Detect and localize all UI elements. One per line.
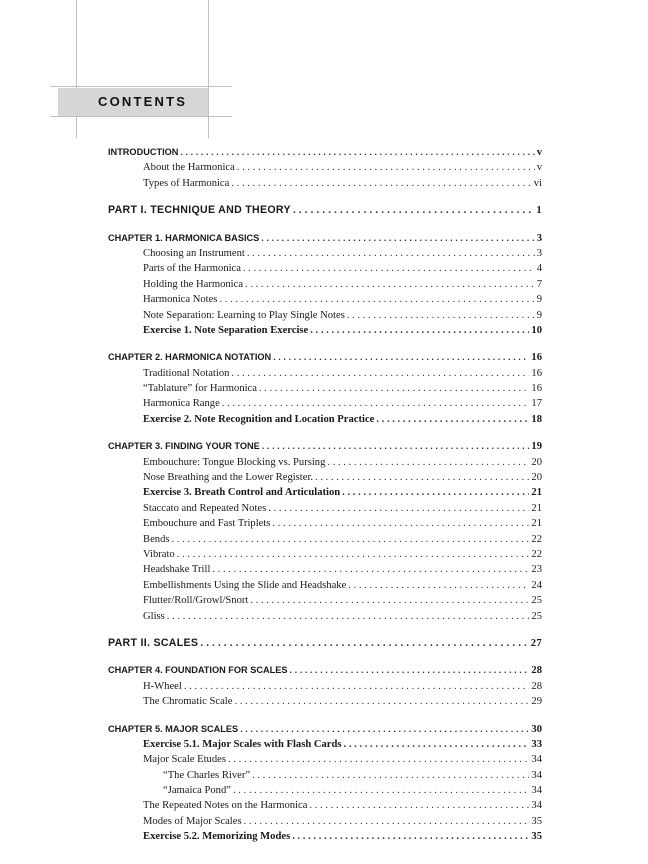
toc-entry[interactable] — [108, 381, 542, 396]
dot-leader — [244, 814, 530, 829]
toc-entry-label: Gliss — [143, 610, 165, 622]
toc-page-number: 25 — [531, 595, 542, 607]
crop-mark-vertical — [76, 0, 77, 138]
section-gap — [108, 710, 542, 722]
dot-leader — [292, 829, 529, 844]
dot-leader — [237, 160, 535, 175]
toc-entry-label: “Tablature” for Harmonica — [143, 383, 257, 395]
crop-mark-horizontal — [50, 86, 232, 87]
dot-leader — [315, 470, 529, 485]
toc-page-number: 34 — [531, 769, 542, 781]
toc-entry-label: The Repeated Notes on the Harmonica — [143, 800, 308, 812]
toc-page-number: vi — [533, 177, 542, 189]
toc-entry-label: CHAPTER 3. FINDING YOUR TONE — [108, 441, 260, 452]
toc-entry[interactable] — [108, 609, 542, 624]
toc-entry[interactable] — [108, 737, 542, 752]
toc-page-number: 9 — [536, 294, 542, 306]
toc-page-number: 34 — [531, 800, 542, 812]
toc-entry-label: Parts of the Harmonica — [143, 263, 241, 275]
toc-page-number: 7 — [536, 278, 542, 290]
toc-entry[interactable] — [108, 470, 542, 485]
toc-entry[interactable] — [108, 176, 542, 191]
toc-page-number: 28 — [531, 680, 542, 692]
dot-leader — [342, 485, 529, 500]
dot-leader — [250, 593, 529, 608]
toc-entry-label: CHAPTER 4. FOUNDATION FOR SCALES — [108, 665, 288, 676]
toc-page-number: 1 — [536, 205, 542, 217]
toc-entry[interactable] — [108, 783, 542, 798]
toc-page-number: 21 — [531, 502, 542, 514]
toc-part-entry[interactable] — [108, 636, 542, 651]
toc-page-number: v — [536, 147, 542, 158]
toc-entry[interactable] — [108, 323, 542, 338]
dot-leader — [259, 381, 529, 396]
toc-entry[interactable] — [108, 396, 542, 411]
dot-leader — [167, 609, 530, 624]
toc-page-number: 9 — [536, 309, 542, 321]
toc-page-number: 33 — [531, 738, 542, 750]
dot-leader — [200, 636, 529, 651]
toc-page-number: 19 — [531, 441, 542, 453]
toc-entry-label: Note Separation: Learning to Play Single Notes — [143, 309, 345, 321]
toc-page-number: 22 — [531, 533, 542, 545]
toc-entry[interactable] — [108, 412, 542, 427]
toc-entry[interactable] — [108, 292, 542, 307]
toc-entry-label: Modes of Major Scales — [143, 815, 242, 827]
toc-entry-label: Exercise 5.2. Memorizing Modes — [143, 831, 291, 843]
dot-leader — [219, 292, 534, 307]
crop-mark-vertical — [208, 0, 209, 138]
toc-entry-label: Bends — [143, 533, 170, 545]
toc-chapter-entry[interactable] — [108, 350, 542, 365]
dot-leader — [344, 737, 530, 752]
toc-entry[interactable] — [108, 516, 542, 531]
dot-leader — [240, 722, 529, 737]
dot-leader — [243, 261, 535, 276]
toc-page-number: 35 — [531, 815, 542, 827]
dot-leader — [247, 246, 535, 261]
toc-entry[interactable] — [108, 455, 542, 470]
toc-page-number: 34 — [531, 785, 542, 797]
toc-entry-label: Exercise 3. Breath Control and Articulation — [143, 487, 341, 499]
toc-entry[interactable] — [108, 814, 542, 829]
toc-entry[interactable] — [108, 485, 542, 500]
dot-leader — [171, 532, 529, 547]
toc-entry-label: Major Scale Etudes — [143, 754, 226, 766]
toc-entry-label: Exercise 2. Note Recognition and Location Practice — [143, 413, 375, 425]
toc-page-number: 22 — [531, 548, 542, 560]
section-gap — [108, 651, 542, 663]
section-gap — [108, 191, 542, 203]
toc-page-number: 21 — [531, 518, 542, 530]
dot-leader — [212, 562, 529, 577]
toc-entry-label: Harmonica Range — [143, 398, 220, 410]
toc-entry-label: INTRODUCTION — [108, 147, 179, 157]
toc-entry-label: PART I. TECHNIQUE AND THEORY — [108, 204, 291, 217]
toc-chapter-entry[interactable] — [108, 231, 542, 246]
toc-page-number: 16 — [531, 367, 542, 379]
toc-entry-label: Holding the Harmonica — [143, 278, 244, 290]
dot-leader — [268, 501, 529, 516]
toc-entry[interactable] — [108, 679, 542, 694]
toc-page-number: 18 — [531, 413, 542, 425]
toc-entry[interactable] — [108, 246, 542, 261]
toc-page-number: 21 — [531, 487, 542, 499]
toc-page-number: 27 — [530, 637, 542, 649]
dot-leader — [180, 145, 534, 160]
toc-page-number: v — [536, 162, 542, 174]
dot-leader — [273, 350, 529, 365]
dot-leader — [177, 547, 530, 562]
toc-entry-label: Harmonica Notes — [143, 294, 218, 306]
dot-leader — [231, 176, 531, 191]
toc-entry-label: Embouchure: Tongue Blocking vs. Pursing — [143, 456, 326, 468]
toc-entry-label: Vibrato — [143, 548, 175, 560]
toc-chapter-entry[interactable] — [108, 663, 542, 678]
toc-entry[interactable] — [108, 562, 542, 577]
toc-page-number: 24 — [531, 579, 542, 591]
toc-entry-label: Types of Harmonica — [143, 177, 230, 189]
toc-entry[interactable] — [108, 160, 542, 175]
section-gap — [108, 624, 542, 636]
toc-page-number: 35 — [531, 831, 542, 843]
toc-entry-label: Exercise 5.1. Major Scales with Flash Cards — [143, 738, 342, 750]
toc-entry-label: Choosing an Instrument — [143, 247, 245, 259]
toc-page-number: 3 — [536, 232, 542, 244]
toc-page-number: 29 — [531, 696, 542, 708]
toc-entry[interactable] — [108, 752, 542, 767]
toc-page-number: 3 — [536, 247, 542, 259]
dot-leader — [376, 412, 529, 427]
dot-leader — [231, 366, 529, 381]
toc-chapter-entry[interactable] — [108, 439, 542, 454]
toc-entry-label: “Jamaica Pond” — [163, 785, 231, 797]
dot-leader — [184, 679, 530, 694]
toc-page-number: 20 — [531, 456, 542, 468]
toc-page-number: 30 — [531, 723, 542, 735]
dot-leader — [228, 752, 529, 767]
toc-entry[interactable] — [108, 593, 542, 608]
toc-entry-label: Flutter/Roll/Growl/Snort — [143, 595, 249, 607]
toc-entry[interactable] — [108, 694, 542, 709]
table-of-contents — [108, 145, 542, 845]
toc-entry[interactable] — [108, 308, 542, 323]
toc-entry[interactable] — [108, 366, 542, 381]
dot-leader — [309, 798, 529, 813]
toc-entry-label: “The Charles River” — [163, 769, 251, 781]
toc-page-number: 16 — [531, 383, 542, 395]
toc-page-number: 10 — [531, 324, 542, 336]
toc-entry-label: CHAPTER 1. HARMONICA BASICS — [108, 232, 260, 243]
toc-entry-label: About the Harmonica — [143, 162, 235, 174]
toc-entry-label: Headshake Trill — [143, 564, 211, 576]
toc-entry[interactable] — [108, 768, 542, 783]
dot-leader — [327, 455, 529, 470]
dot-leader — [245, 277, 535, 292]
dot-leader — [234, 694, 529, 709]
toc-entry-label: CHAPTER 2. HARMONICA NOTATION — [108, 352, 272, 363]
dot-leader — [233, 783, 529, 798]
toc-entry[interactable] — [108, 532, 542, 547]
toc-page-number: 4 — [536, 263, 542, 275]
toc-page-number: 28 — [531, 665, 542, 677]
dot-leader — [310, 323, 529, 338]
toc-entry-label: H-Wheel — [143, 680, 182, 692]
toc-chapter-entry[interactable] — [108, 722, 542, 737]
dot-leader — [261, 231, 534, 246]
toc-entry-label: Embellishments Using the Slide and Headshake — [143, 579, 347, 591]
toc-entry[interactable] — [108, 798, 542, 813]
toc-entry-label: Nose Breathing and the Lower Register. — [143, 472, 314, 484]
toc-page-number: 25 — [531, 610, 542, 622]
toc-entry[interactable] — [108, 501, 542, 516]
toc-part-entry[interactable] — [108, 203, 542, 218]
section-gap — [108, 338, 542, 350]
toc-page-number: 23 — [531, 564, 542, 576]
dot-leader — [222, 396, 530, 411]
dot-leader — [347, 308, 535, 323]
toc-page-number: 16 — [531, 352, 542, 364]
toc-page-number: 17 — [531, 398, 542, 410]
toc-entry[interactable] — [108, 277, 542, 292]
toc-page-number: 20 — [531, 472, 542, 484]
toc-entry-label: Traditional Notation — [143, 367, 230, 379]
section-gap — [108, 427, 542, 439]
dot-leader — [262, 439, 530, 454]
dot-leader — [293, 203, 535, 218]
section-gap — [108, 219, 542, 231]
dot-leader — [252, 768, 529, 783]
page-title: CONTENTS — [98, 94, 188, 109]
dot-leader — [348, 578, 529, 593]
toc-chapter-entry[interactable] — [108, 145, 542, 160]
toc-entry[interactable] — [108, 829, 542, 844]
dot-leader — [290, 663, 530, 678]
toc-entry[interactable] — [108, 547, 542, 562]
toc-entry-label: The Chromatic Scale — [143, 696, 233, 708]
toc-entry-label: Exercise 1. Note Separation Exercise — [143, 324, 309, 336]
toc-page-number: 34 — [531, 754, 542, 766]
toc-entry-label: CHAPTER 5. MAJOR SCALES — [108, 723, 239, 734]
crop-mark-horizontal — [50, 116, 232, 117]
toc-entry[interactable] — [108, 578, 542, 593]
toc-entry[interactable] — [108, 261, 542, 276]
toc-entry-label: PART II. SCALES — [108, 636, 199, 649]
toc-entry-label: Staccato and Repeated Notes — [143, 502, 267, 514]
toc-entry-label: Embouchure and Fast Triplets — [143, 518, 271, 530]
dot-leader — [272, 516, 529, 531]
